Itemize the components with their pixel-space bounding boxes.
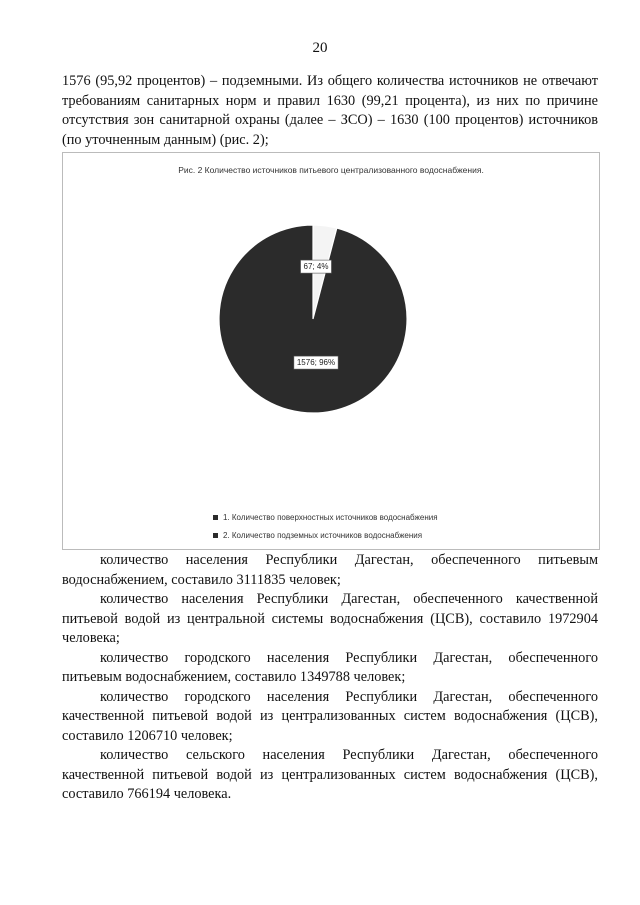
legend-label-underground: 2. Количество подземных источников водоснабжения bbox=[223, 531, 423, 540]
pie-chart-canvas bbox=[63, 153, 599, 549]
intro-paragraph: 1576 (95,92 процентов) – подземными. Из общего количества источников не отвечают требованиям санитарных норм и правил 1630 (99,21 процента), из них по причине отсутствия зон санитарной охраны (далее – ЗСО) – 1630 (100 процентов) источников (по уточненным данным) (рис. 2); bbox=[62, 73, 598, 148]
svg-text:1576; 96%: 1576; 96% bbox=[296, 358, 336, 368]
body-paragraph-1: количество населения Республики Дагестан, обеспеченного питьевым водоснабжением, составило 3111835 человек; bbox=[62, 552, 598, 588]
body-paragraph-3: количество городского населения Республики Дагестан, обеспеченного питьевым водоснабжением, составило 1349788 человек; bbox=[62, 649, 598, 685]
pie-slice-underground bbox=[219, 225, 407, 413]
legend-swatch-surface bbox=[213, 515, 218, 520]
body-paragraph-2: количество населения Республики Дагестан, обеспеченного качественной питьевой водой из центральной системы водоснабжения (ЦСВ), составило 1972904 человека; bbox=[62, 591, 598, 646]
pie-chart bbox=[62, 152, 600, 550]
legend-label-surface: 1. Количество поверхностных источников водоснабжения bbox=[223, 513, 438, 522]
legend-item-underground bbox=[213, 531, 593, 540]
body-paragraph-4: количество городского населения Республики Дагестан, обеспеченного качественной питьевой водой из централизованных систем водоснабжения (ЦСВ), составило 1206710 человек; bbox=[62, 688, 598, 744]
data-label-surface bbox=[301, 260, 332, 273]
body-text bbox=[62, 551, 598, 805]
legend-item-surface bbox=[213, 513, 593, 522]
data-label-underground bbox=[294, 356, 338, 369]
chart-title: Рис. 2 Количество источников питьевого централизованного водоснабжения. bbox=[178, 165, 484, 175]
legend-swatch-underground bbox=[213, 533, 218, 538]
svg-text:67; 4%: 67; 4% bbox=[303, 262, 329, 272]
page-number: 20 bbox=[312, 40, 328, 56]
body-paragraph-5: количество сельского населения Республики Дагестан, обеспеченного качественной питьевой водой из централизованных систем водоснабжения (ЦСВ), составило 766194 человека. bbox=[62, 747, 598, 802]
